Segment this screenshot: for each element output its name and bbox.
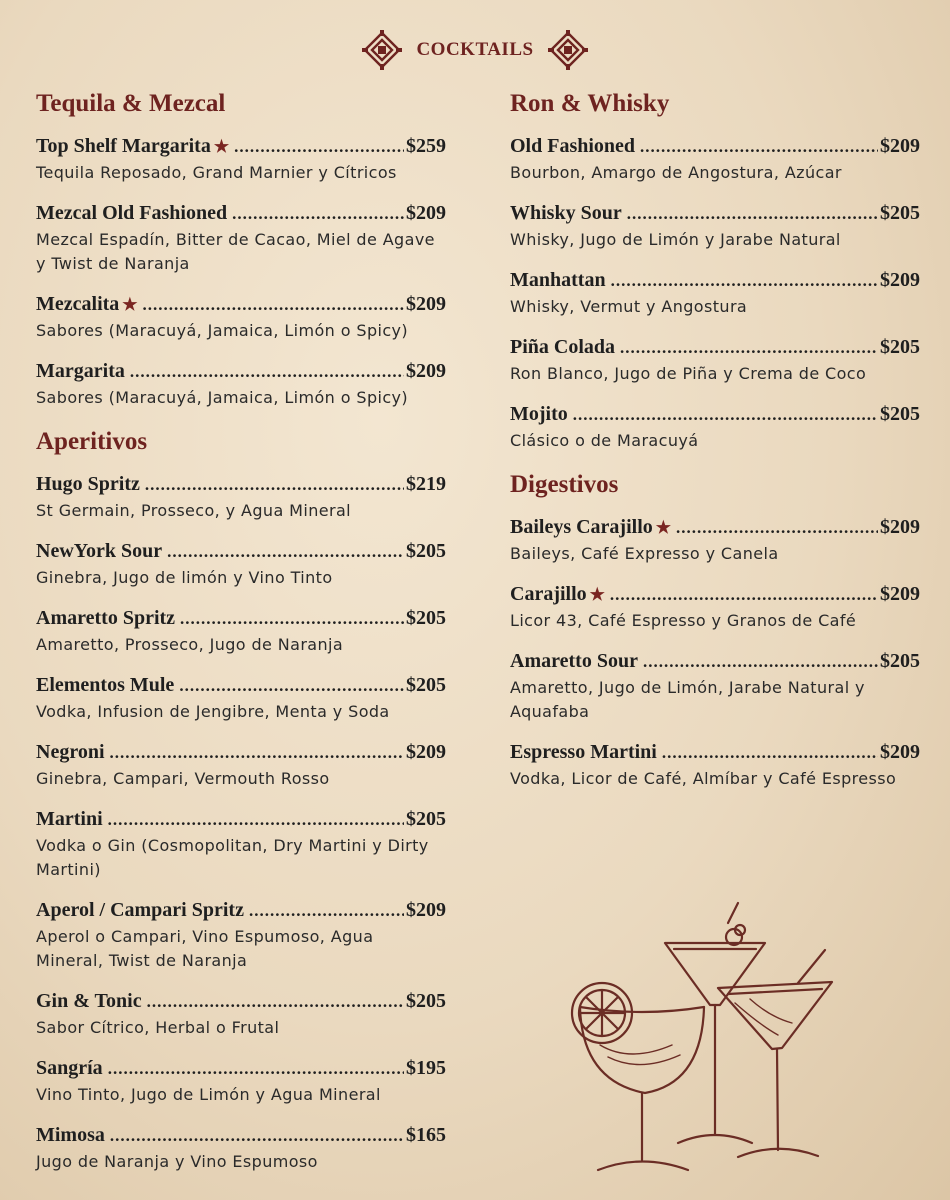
menu-item-line	[36, 807, 446, 832]
star-icon: ★	[122, 295, 138, 314]
menu-item	[36, 989, 446, 1040]
dot-leader	[611, 269, 878, 293]
menu-item-line	[36, 606, 446, 631]
menu-item-line	[36, 292, 446, 317]
menu-item-line	[510, 515, 920, 540]
item-description: Licor 43, Café Espresso y Granos de Café	[510, 611, 857, 630]
dot-leader	[143, 293, 404, 317]
item-description: Sabores (Maracuyá, Jamaica, Limón o Spicy)	[36, 388, 409, 407]
item-name: Gin & Tonic	[36, 990, 142, 1012]
menu-item	[510, 582, 920, 633]
item-name: NewYork Sour	[36, 540, 163, 562]
item-name: Amaretto Sour	[510, 650, 638, 672]
dot-leader	[610, 583, 878, 607]
item-price: $205	[406, 990, 446, 1012]
item-name: Carajillo	[510, 583, 587, 605]
item-name: Old Fashioned	[510, 135, 636, 157]
dot-leader	[110, 741, 404, 765]
item-description: Vodka, Infusion de Jengibre, Menta y Soda	[36, 702, 390, 721]
section-title: Ron & Whisky	[510, 90, 670, 117]
page-title: COCKTAILS	[416, 39, 534, 60]
item-description: Ron Blanco, Jugo de Piña y Crema de Coco	[510, 364, 867, 383]
dot-leader	[108, 1057, 404, 1081]
star-icon: ★	[655, 518, 672, 537]
item-price: $205	[406, 674, 446, 696]
menu-item	[510, 740, 920, 791]
item-description: Bourbon, Amargo de Angostura, Azúcar	[510, 163, 842, 182]
item-name: Hugo Spritz	[36, 473, 140, 495]
dot-leader	[167, 540, 404, 564]
menu-item-line	[510, 134, 920, 159]
left-column	[36, 88, 446, 1190]
item-price: $209	[880, 583, 920, 605]
menu-item-line	[36, 1123, 446, 1148]
dot-leader	[573, 403, 878, 427]
menu-item-line	[36, 201, 446, 226]
dot-leader	[643, 650, 878, 674]
item-name: Baileys Carajillo	[510, 516, 653, 538]
dot-leader	[108, 808, 404, 832]
dot-leader	[110, 1124, 404, 1148]
item-description: Vodka, Licor de Café, Almíbar y Café Espresso	[510, 769, 897, 788]
item-name: Whisky Sour	[510, 202, 622, 224]
item-price: $209	[880, 135, 920, 157]
item-name: Mezcalita	[36, 293, 120, 315]
menu-item-line	[36, 898, 446, 923]
item-description: Sabores (Maracuyá, Jamaica, Limón o Spicy)	[36, 321, 409, 340]
menu-item	[36, 898, 446, 973]
item-price: $209	[406, 293, 446, 315]
item-name: Manhattan	[510, 269, 606, 291]
item-description: Vino Tinto, Jugo de Limón y Agua Mineral	[36, 1085, 381, 1104]
item-description: Aperol o Campari, Vino Espumoso, Agua Mineral, Twist de Naranja	[36, 927, 374, 970]
section-digestivos	[510, 469, 920, 791]
item-price: $205	[880, 650, 920, 672]
item-price: $205	[406, 607, 446, 629]
item-price: $209	[406, 741, 446, 763]
dot-leader	[627, 202, 878, 226]
item-price: $205	[880, 403, 920, 425]
menu-item	[36, 606, 446, 657]
right-column	[510, 88, 920, 807]
item-price: $259	[406, 135, 446, 157]
menu-item	[36, 807, 446, 882]
menu-item-line	[510, 740, 920, 765]
dot-leader	[640, 135, 878, 159]
item-price: $205	[880, 336, 920, 358]
item-name: Mezcal Old Fashioned	[36, 202, 228, 224]
menu-item-line	[510, 268, 920, 293]
menu-item	[36, 673, 446, 724]
menu-item	[510, 268, 920, 319]
dot-leader	[662, 741, 878, 765]
item-price: $195	[406, 1057, 446, 1079]
item-name: Espresso Martini	[510, 741, 657, 763]
item-description: Ginebra, Campari, Vermouth Rosso	[36, 769, 330, 788]
menu-item-line	[36, 472, 446, 497]
menu-item	[510, 649, 920, 724]
item-price: $209	[880, 741, 920, 763]
menu-item-line	[510, 402, 920, 427]
item-name: Top Shelf Margarita	[36, 135, 211, 157]
item-name: Margarita	[36, 360, 125, 382]
item-price: $219	[406, 473, 446, 495]
menu-item-line	[36, 1056, 446, 1081]
dot-leader	[179, 674, 404, 698]
item-price: $209	[880, 516, 920, 538]
dot-leader	[145, 473, 404, 497]
item-name: Piña Colada	[510, 336, 616, 358]
cocktail-glasses-illustration	[560, 895, 850, 1180]
item-description: Clásico o de Maracuyá	[510, 431, 699, 450]
section-title: Tequila & Mezcal	[36, 90, 226, 117]
menu-item	[36, 134, 446, 185]
item-price: $205	[406, 540, 446, 562]
menu-item-line	[36, 359, 446, 384]
menu-item-line	[510, 335, 920, 360]
menu-item-line	[36, 134, 446, 159]
item-description: Amaretto, Prosseco, Jugo de Naranja	[36, 635, 344, 654]
item-description: St Germain, Prosseco, y Agua Mineral	[36, 501, 352, 520]
item-name: Martini	[36, 808, 103, 830]
menu-item	[36, 740, 446, 791]
dot-leader	[232, 202, 404, 226]
section-tequila-mezcal	[36, 88, 446, 410]
section-aperitivos	[36, 426, 446, 1174]
item-price: $205	[880, 202, 920, 224]
menu-item	[510, 201, 920, 252]
item-price: $209	[406, 202, 446, 224]
item-description: Baileys, Café Expresso y Canela	[510, 544, 779, 563]
star-icon: ★	[213, 137, 230, 156]
item-name: Amaretto Spritz	[36, 607, 176, 629]
menu-item-line	[510, 201, 920, 226]
dot-leader	[147, 990, 404, 1014]
item-description: Sabor Cítrico, Herbal o Frutal	[36, 1018, 280, 1037]
menu-item-line	[510, 649, 920, 674]
menu-item	[36, 359, 446, 410]
menu-item	[36, 1123, 446, 1174]
menu-item	[36, 539, 446, 590]
item-description: Vodka o Gin (Cosmopolitan, Dry Martini y Dirty Martini)	[36, 836, 429, 879]
item-description: Amaretto, Jugo de Limón, Jarabe Natural y Aquafaba	[510, 678, 865, 721]
dot-leader	[676, 516, 878, 540]
item-description: Whisky, Jugo de Limón y Jarabe Natural	[510, 230, 841, 249]
item-name: Elementos Mule	[36, 674, 175, 696]
menu-item	[510, 335, 920, 386]
menu-item	[36, 201, 446, 276]
item-description: Whisky, Vermut y Angostura	[510, 297, 748, 316]
item-name: Mimosa	[36, 1124, 105, 1146]
item-price: $209	[880, 269, 920, 291]
item-name: Aperol / Campari Spritz	[36, 899, 244, 921]
star-icon: ★	[589, 585, 605, 604]
item-price: $209	[406, 360, 446, 382]
item-price: $165	[406, 1124, 446, 1146]
menu-item-line	[36, 673, 446, 698]
menu-item-line	[510, 582, 920, 607]
menu-item	[510, 134, 920, 185]
menu-item	[36, 472, 446, 523]
dot-leader	[234, 135, 404, 159]
menu-item	[36, 1056, 446, 1107]
dot-leader	[249, 899, 404, 923]
menu-header	[0, 30, 950, 70]
dot-leader	[180, 607, 404, 631]
dot-leader	[130, 360, 404, 384]
menu-item	[510, 402, 920, 453]
item-description: Tequila Reposado, Grand Marnier y Cítricos	[36, 163, 397, 182]
menu-item-line	[36, 740, 446, 765]
menu-item-line	[36, 539, 446, 564]
ornament-icon	[362, 30, 402, 70]
ornament-icon	[548, 30, 588, 70]
item-price: $209	[406, 899, 446, 921]
item-name: Negroni	[36, 741, 105, 763]
item-description: Jugo de Naranja y Vino Espumoso	[36, 1152, 318, 1171]
menu-item	[510, 515, 920, 566]
dot-leader	[620, 336, 878, 360]
section-title: Aperitivos	[36, 428, 148, 455]
item-name: Sangría	[36, 1057, 103, 1079]
menu-item	[36, 292, 446, 343]
section-ron-whisky	[510, 88, 920, 453]
item-price: $205	[406, 808, 446, 830]
section-title: Digestivos	[510, 471, 619, 498]
item-description: Mezcal Espadín, Bitter de Cacao, Miel de Agave y Twist de Naranja	[36, 230, 435, 273]
item-name: Mojito	[510, 403, 568, 425]
item-description: Ginebra, Jugo de limón y Vino Tinto	[36, 568, 333, 587]
menu-item-line	[36, 989, 446, 1014]
